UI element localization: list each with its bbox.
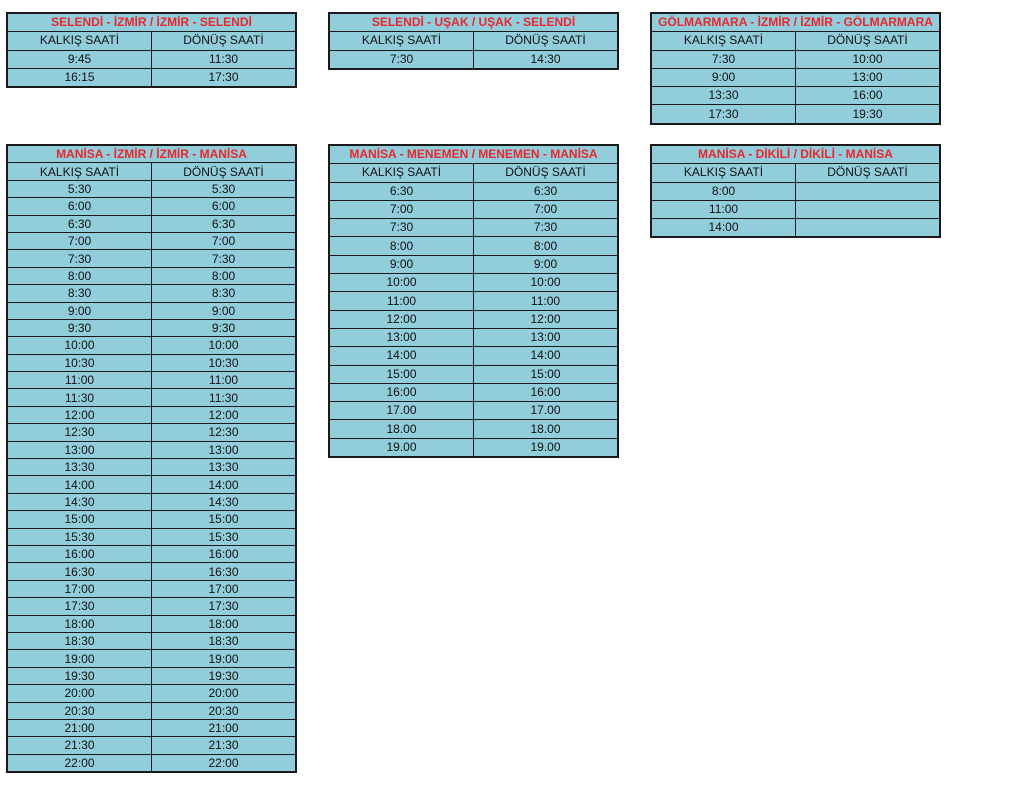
return-time-cell: 15:00	[152, 511, 297, 528]
table-row	[7, 337, 296, 354]
departure-time-cell: 15:00	[329, 365, 474, 383]
table-row	[7, 302, 296, 319]
return-time-cell: 13:00	[796, 68, 941, 86]
table-row	[329, 328, 618, 346]
timetable-manisa-dikili	[650, 144, 941, 238]
table-title: MANİSA - MENEMEN / MENEMEN - MANİSA	[329, 145, 618, 164]
departure-time-cell: 6:30	[7, 215, 152, 232]
return-time-cell: 14:00	[474, 347, 619, 365]
column-header-departure: KALKIŞ SAATİ	[7, 163, 152, 180]
table-title: MANİSA - İZMİR / İZMİR - MANİSA	[7, 145, 296, 163]
departure-time-cell: 19.00	[329, 438, 474, 457]
table-row	[329, 274, 618, 292]
departure-time-cell: 16:30	[7, 563, 152, 580]
return-time-cell: 10:00	[152, 337, 297, 354]
return-time-cell: 9:30	[152, 319, 297, 336]
table-row	[7, 580, 296, 597]
table-row	[329, 383, 618, 401]
departure-time-cell: 7:30	[7, 250, 152, 267]
departure-time-cell: 14:00	[329, 347, 474, 365]
departure-time-cell: 17.00	[329, 402, 474, 420]
table-row	[7, 180, 296, 197]
return-time-cell: 13:00	[152, 441, 297, 458]
return-time-cell: 20:00	[152, 685, 297, 702]
return-time-cell: 16:00	[152, 545, 297, 562]
departure-time-cell: 8:00	[7, 267, 152, 284]
departure-time-cell: 7:30	[651, 50, 796, 68]
table-row	[329, 219, 618, 237]
return-time-cell: 12:00	[474, 310, 619, 328]
table-row	[7, 285, 296, 302]
return-time-cell: 6:30	[474, 182, 619, 200]
header-row	[7, 32, 296, 50]
departure-time-cell: 12:00	[7, 406, 152, 423]
departure-time-cell: 8:00	[329, 237, 474, 255]
column-header-return: DÖNÜŞ SAATİ	[796, 164, 941, 182]
departure-time-cell: 5:30	[7, 180, 152, 197]
table-row	[7, 493, 296, 510]
departure-time-cell: 17:00	[7, 580, 152, 597]
return-time-cell: 10:00	[474, 274, 619, 292]
return-time-cell: 8:30	[152, 285, 297, 302]
departure-time-cell: 10:00	[7, 337, 152, 354]
table-row	[7, 667, 296, 684]
table-row	[7, 250, 296, 267]
table-row	[651, 87, 940, 105]
timetable-golmarmara-izmir	[650, 12, 941, 125]
departure-time-cell: 12:30	[7, 424, 152, 441]
column-header-departure: KALKIŞ SAATİ	[329, 32, 474, 50]
table-row	[7, 754, 296, 772]
return-time-cell: 19.00	[474, 438, 619, 457]
return-time-cell: 7:30	[152, 250, 297, 267]
column-header-return: DÖNÜŞ SAATİ	[474, 164, 619, 182]
departure-time-cell: 9:45	[7, 50, 152, 68]
departure-time-cell: 14:30	[7, 493, 152, 510]
return-time-cell: 11:00	[152, 372, 297, 389]
departure-time-cell: 9:00	[651, 68, 796, 86]
departure-time-cell: 16:15	[7, 68, 152, 87]
timetable-selendi-izmir	[6, 12, 297, 88]
column-header-return: DÖNÜŞ SAATİ	[796, 32, 941, 50]
table-row	[7, 737, 296, 754]
departure-time-cell: 18:30	[7, 632, 152, 649]
return-time-cell: 13:30	[152, 459, 297, 476]
departure-time-cell: 9:30	[7, 319, 152, 336]
return-time-cell: 6:00	[152, 198, 297, 215]
title-row	[329, 13, 618, 32]
table-row	[7, 441, 296, 458]
return-time-cell: 14:00	[152, 476, 297, 493]
header-row	[651, 32, 940, 50]
departure-time-cell: 14:00	[651, 219, 796, 238]
table-row	[7, 615, 296, 632]
return-time-cell: 18:30	[152, 632, 297, 649]
table-row	[7, 424, 296, 441]
return-time-cell: 11:00	[474, 292, 619, 310]
return-time-cell: 5:30	[152, 180, 297, 197]
departure-time-cell: 16:00	[7, 545, 152, 562]
table-row	[329, 402, 618, 420]
departure-time-cell: 13:30	[7, 459, 152, 476]
timetable-manisa-menemen	[328, 144, 619, 458]
departure-time-cell: 20:30	[7, 702, 152, 719]
table-row	[651, 68, 940, 86]
return-time-cell: 7:00	[152, 232, 297, 249]
table-row	[7, 406, 296, 423]
table-row	[7, 632, 296, 649]
table-row	[7, 563, 296, 580]
table-row	[7, 476, 296, 493]
return-time-cell: 15:00	[474, 365, 619, 383]
return-time-cell	[796, 182, 941, 200]
departure-time-cell: 17:30	[7, 598, 152, 615]
table-row	[329, 438, 618, 457]
title-row	[7, 145, 296, 163]
departure-time-cell: 13:00	[7, 441, 152, 458]
table-row	[7, 459, 296, 476]
departure-time-cell: 10:30	[7, 354, 152, 371]
departure-time-cell: 8:30	[7, 285, 152, 302]
departure-time-cell: 19:00	[7, 650, 152, 667]
column-header-departure: KALKIŞ SAATİ	[7, 32, 152, 50]
return-time-cell: 18:00	[152, 615, 297, 632]
column-header-departure: KALKIŞ SAATİ	[651, 32, 796, 50]
table-row	[7, 267, 296, 284]
departure-time-cell: 9:00	[7, 302, 152, 319]
return-time-cell: 17:30	[152, 68, 297, 87]
table-row	[7, 545, 296, 562]
departure-time-cell: 13:00	[329, 328, 474, 346]
return-time-cell: 8:00	[474, 237, 619, 255]
return-time-cell: 17:00	[152, 580, 297, 597]
return-time-cell: 7:30	[474, 219, 619, 237]
table-row	[329, 292, 618, 310]
column-header-return: DÖNÜŞ SAATİ	[474, 32, 619, 50]
departure-time-cell: 12:00	[329, 310, 474, 328]
table-row	[651, 200, 940, 218]
table-row	[7, 68, 296, 87]
departure-time-cell: 11:00	[329, 292, 474, 310]
table-row	[329, 182, 618, 200]
timetable-manisa-izmir	[6, 144, 297, 773]
departure-time-cell: 21:00	[7, 719, 152, 736]
title-row	[7, 13, 296, 32]
departure-time-cell: 7:00	[7, 232, 152, 249]
column-header-departure: KALKIŞ SAATİ	[651, 164, 796, 182]
return-time-cell: 17:30	[152, 598, 297, 615]
return-time-cell: 6:30	[152, 215, 297, 232]
table-row	[7, 685, 296, 702]
column-header-return: DÖNÜŞ SAATİ	[152, 32, 297, 50]
departure-time-cell: 18:00	[7, 615, 152, 632]
departure-time-cell: 15:00	[7, 511, 152, 528]
return-time-cell: 18.00	[474, 420, 619, 438]
departure-time-cell: 16:00	[329, 383, 474, 401]
table-row	[651, 105, 940, 124]
return-time-cell: 17.00	[474, 402, 619, 420]
departure-time-cell: 19:30	[7, 667, 152, 684]
table-row	[7, 215, 296, 232]
table-row	[7, 50, 296, 68]
table-row	[7, 598, 296, 615]
table-row	[7, 319, 296, 336]
table-row	[329, 420, 618, 438]
return-time-cell: 7:00	[474, 200, 619, 218]
departure-time-cell: 10:00	[329, 274, 474, 292]
departure-time-cell: 7:30	[329, 219, 474, 237]
departure-time-cell: 17:30	[651, 105, 796, 124]
table-row	[7, 354, 296, 371]
departure-time-cell: 6:30	[329, 182, 474, 200]
table-title: GÖLMARMARA - İZMİR / İZMİR - GÖLMARMARA	[651, 13, 940, 32]
return-time-cell: 9:00	[152, 302, 297, 319]
table-row	[7, 198, 296, 215]
table-row	[7, 389, 296, 406]
departure-time-cell: 7:00	[329, 200, 474, 218]
table-row	[329, 365, 618, 383]
return-time-cell: 10:00	[796, 50, 941, 68]
title-row	[329, 145, 618, 164]
table-row	[7, 511, 296, 528]
table-row	[7, 232, 296, 249]
table-row	[329, 237, 618, 255]
table-row	[329, 200, 618, 218]
return-time-cell: 15:30	[152, 528, 297, 545]
table-title: SELENDİ - UŞAK / UŞAK - SELENDİ	[329, 13, 618, 32]
return-time-cell	[796, 200, 941, 218]
departure-time-cell: 7:30	[329, 50, 474, 69]
header-row	[651, 164, 940, 182]
return-time-cell: 11:30	[152, 50, 297, 68]
header-row	[7, 163, 296, 180]
return-time-cell: 12:30	[152, 424, 297, 441]
return-time-cell: 19:30	[152, 667, 297, 684]
return-time-cell: 14:30	[474, 50, 619, 69]
return-time-cell: 19:00	[152, 650, 297, 667]
departure-time-cell: 20:00	[7, 685, 152, 702]
return-time-cell: 8:00	[152, 267, 297, 284]
return-time-cell: 11:30	[152, 389, 297, 406]
departure-time-cell: 6:00	[7, 198, 152, 215]
departure-time-cell: 22:00	[7, 754, 152, 772]
table-row	[651, 50, 940, 68]
departure-time-cell: 14:00	[7, 476, 152, 493]
table-row	[329, 310, 618, 328]
return-time-cell	[796, 219, 941, 238]
column-header-return: DÖNÜŞ SAATİ	[152, 163, 297, 180]
return-time-cell: 16:30	[152, 563, 297, 580]
table-title: SELENDİ - İZMİR / İZMİR - SELENDİ	[7, 13, 296, 32]
header-row	[329, 164, 618, 182]
return-time-cell: 9:00	[474, 255, 619, 273]
return-time-cell: 21:30	[152, 737, 297, 754]
return-time-cell: 16:00	[474, 383, 619, 401]
departure-time-cell: 11:30	[7, 389, 152, 406]
title-row	[651, 145, 940, 164]
return-time-cell: 12:00	[152, 406, 297, 423]
departure-time-cell: 9:00	[329, 255, 474, 273]
return-time-cell: 10:30	[152, 354, 297, 371]
table-row	[7, 719, 296, 736]
table-row	[651, 219, 940, 238]
return-time-cell: 16:00	[796, 87, 941, 105]
return-time-cell: 20:30	[152, 702, 297, 719]
table-row	[329, 255, 618, 273]
departure-time-cell: 13:30	[651, 87, 796, 105]
table-row	[7, 372, 296, 389]
return-time-cell: 21:00	[152, 719, 297, 736]
departure-time-cell: 15:30	[7, 528, 152, 545]
departure-time-cell: 18.00	[329, 420, 474, 438]
departure-time-cell: 11:00	[651, 200, 796, 218]
table-row	[651, 182, 940, 200]
return-time-cell: 13:00	[474, 328, 619, 346]
table-row	[329, 50, 618, 69]
departure-time-cell: 21:30	[7, 737, 152, 754]
departure-time-cell: 11:00	[7, 372, 152, 389]
departure-time-cell: 8:00	[651, 182, 796, 200]
table-row	[7, 702, 296, 719]
return-time-cell: 22:00	[152, 754, 297, 772]
title-row	[651, 13, 940, 32]
return-time-cell: 19:30	[796, 105, 941, 124]
return-time-cell: 14:30	[152, 493, 297, 510]
table-title: MANİSA - DİKİLİ / DİKİLİ - MANİSA	[651, 145, 940, 164]
timetable-selendi-usak	[328, 12, 619, 70]
table-row	[7, 650, 296, 667]
header-row	[329, 32, 618, 50]
column-header-departure: KALKIŞ SAATİ	[329, 164, 474, 182]
table-row	[329, 347, 618, 365]
table-row	[7, 528, 296, 545]
